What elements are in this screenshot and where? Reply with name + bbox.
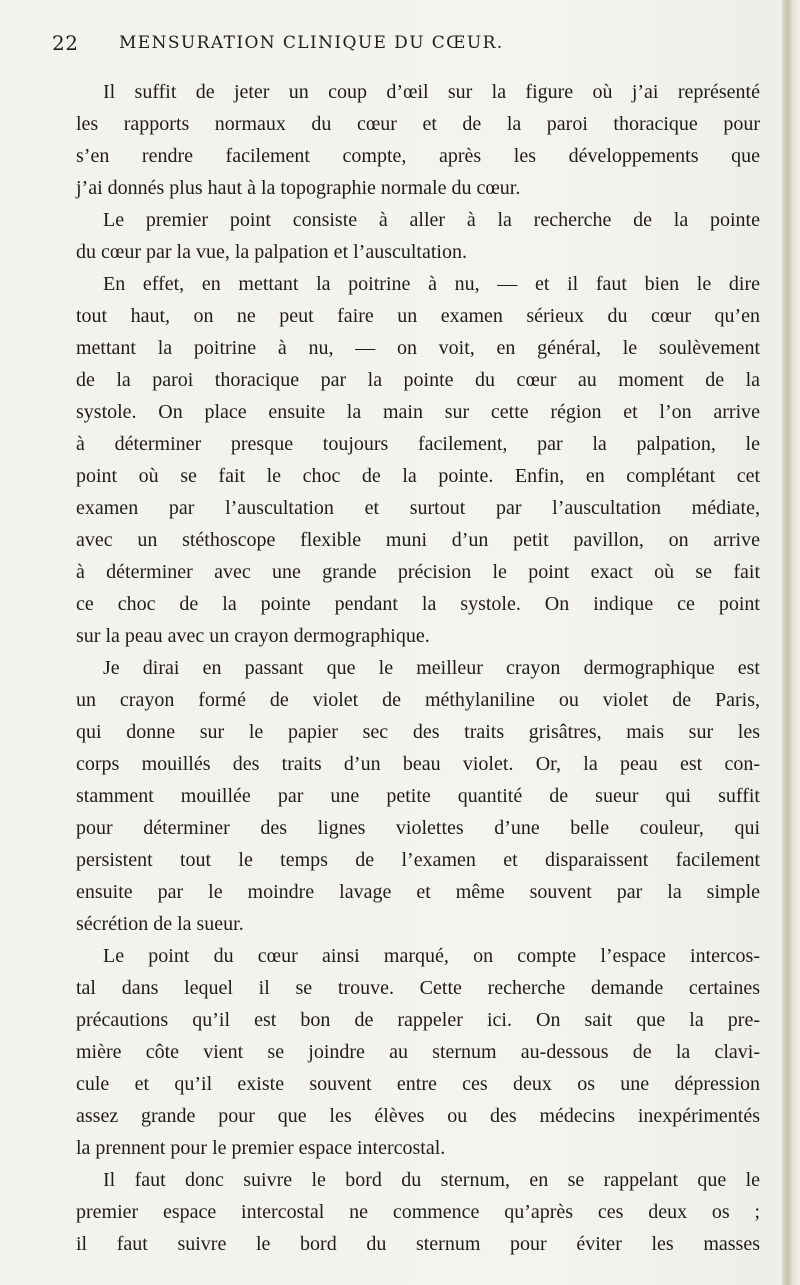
- text-line: à déterminer presque toujours facilement, par la palpation, le: [76, 433, 760, 455]
- text-line: ensuite par le moindre lavage et même souvent par la simple: [76, 881, 760, 903]
- text-line: Le point du cœur ainsi marqué, on compte l’espace intercos-: [103, 945, 760, 967]
- text-line: mière côte vient se joindre au sternum au-dessous de la clavi-: [76, 1041, 760, 1063]
- text-line: avec un stéthoscope flexible muni d’un petit pavillon, on arrive: [76, 529, 760, 551]
- text-line: cule et qu’il existe souvent entre ces deux os une dépression: [76, 1073, 760, 1095]
- running-title: MENSURATION CLINIQUE DU CŒUR.: [119, 33, 504, 53]
- text-line: sur la peau avec un crayon dermographique.: [76, 625, 430, 647]
- text-line: du cœur par la vue, la palpation et l’auscultation.: [76, 241, 467, 263]
- page-edge-shadow: [782, 0, 800, 1285]
- text-line: corps mouillés des traits d’un beau violet. Or, la peau est con-: [76, 753, 760, 775]
- text-line: la prennent pour le premier espace intercostal.: [76, 1137, 446, 1159]
- text-line: tout haut, on ne peut faire un examen sérieux du cœur qu’en: [76, 305, 760, 327]
- text-line: j’ai donnés plus haut à la topographie normale du cœur.: [76, 177, 521, 199]
- text-line: Il faut donc suivre le bord du sternum, en se rappelant que le: [103, 1169, 760, 1191]
- text-line: mettant la poitrine à nu, — on voit, en général, le soulèvement: [76, 337, 760, 359]
- text-line: un crayon formé de violet de méthylaniline ou violet de Paris,: [76, 689, 760, 711]
- text-line: sécrétion de la sueur.: [76, 913, 244, 935]
- text-line: tal dans lequel il se trouve. Cette recherche demande certaines: [76, 977, 760, 999]
- page-header: [52, 31, 772, 59]
- text-line: de la paroi thoracique par la pointe du cœur au moment de la: [76, 369, 760, 391]
- page-number: 22: [52, 31, 79, 55]
- text-line: Il suffit de jeter un coup d’œil sur la figure où j’ai représenté: [103, 81, 760, 103]
- text-line: persistent tout le temps de l’examen et disparaissent facilement: [76, 849, 760, 871]
- text-line: Je dirai en passant que le meilleur crayon dermographique est: [103, 657, 760, 679]
- text-line: précautions qu’il est bon de rappeler ici. On sait que la pre-: [76, 1009, 760, 1031]
- text-line: qui donne sur le papier sec des traits grisâtres, mais sur les: [76, 721, 760, 743]
- body-text: [76, 76, 760, 1260]
- text-line: premier espace intercostal ne commence qu’après ces deux os ;: [76, 1201, 760, 1223]
- text-line: s’en rendre facilement compte, après les développements que: [76, 145, 760, 167]
- text-line: stamment mouillée par une petite quantité de sueur qui suffit: [76, 785, 760, 807]
- text-line: il faut suivre le bord du sternum pour éviter les masses: [76, 1233, 760, 1255]
- text-line: ce choc de la pointe pendant la systole. On indique ce point: [76, 593, 760, 615]
- text-line: Le premier point consiste à aller à la recherche de la pointe: [103, 209, 760, 231]
- text-line: point où se fait le choc de la pointe. Enfin, en complétant cet: [76, 465, 760, 487]
- text-line: assez grande pour que les élèves ou des médecins inexpérimentés: [76, 1105, 760, 1127]
- text-line: systole. On place ensuite la main sur cette région et l’on arrive: [76, 401, 760, 423]
- text-line: pour déterminer des lignes violettes d’une belle couleur, qui: [76, 817, 760, 839]
- text-line: les rapports normaux du cœur et de la paroi thoracique pour: [76, 113, 760, 135]
- text-line: examen par l’auscultation et surtout par l’auscultation médiate,: [76, 497, 760, 519]
- text-line: à déterminer avec une grande précision le point exact où se fait: [76, 561, 760, 583]
- text-line: En effet, en mettant la poitrine à nu, — et il faut bien le dire: [103, 273, 760, 295]
